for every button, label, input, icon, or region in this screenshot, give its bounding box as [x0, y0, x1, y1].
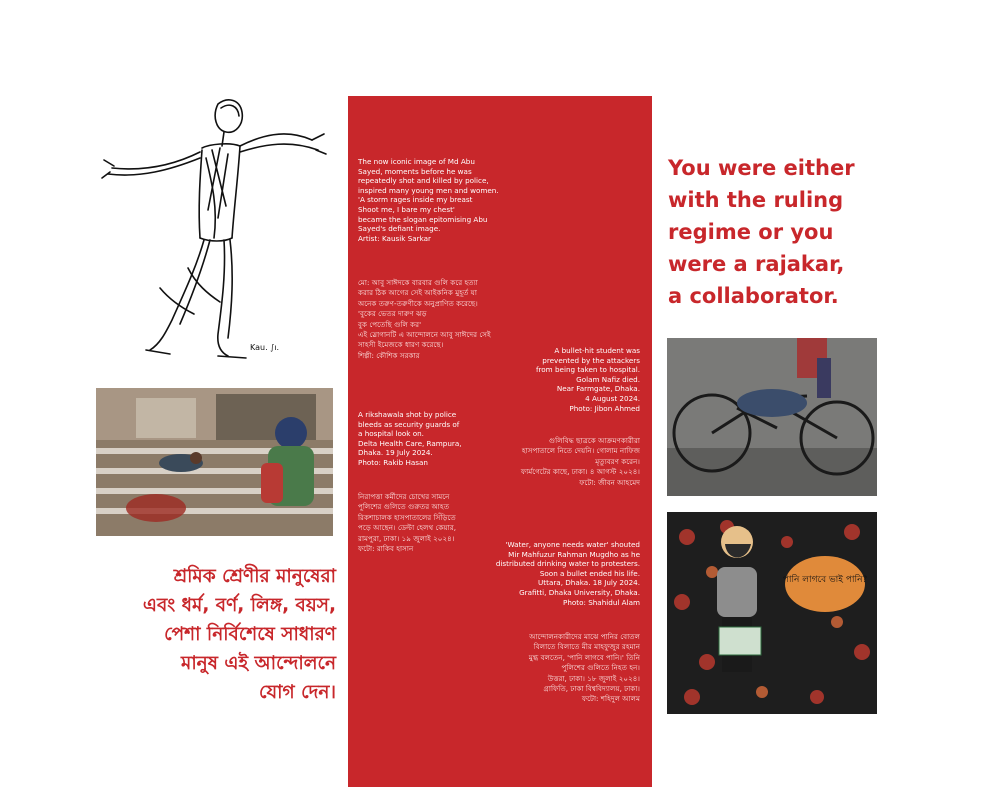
caption-rickshawala-english: A rikshawala shot by police bleeds as security guards of a hospital look on. Delta Health Care, Rampura, Dhaka. 19 July 2024. Photo: Rakib Hasan	[358, 410, 462, 467]
caption-student-bangla: গুলিবিদ্ধ ছাত্রকে আক্রমণকারীরা হাসপাতালে নিতে দেয়নি। গোলাম নাফিজ মৃত্যুবরণ করেন। ফার্মগেটের কাছে, ঢাকা। ৪ আগস্ট ২০২৪। ফটো: জীবন আহমেদ	[520, 436, 640, 487]
photo-injured-rickshawala	[96, 388, 333, 536]
bangla-quote: শ্রমিক শ্রেণীর মানুষেরা এবং ধর্ম, বর্ণ, লিঙ্গ, বয়স, পেশা নির্বিশেষে সাধারণ মানুষ এই আন্দোলনে যোগ দেন।	[142, 566, 336, 703]
photo-water-mural	[667, 512, 877, 714]
photo-bicycle-student	[667, 338, 877, 496]
caption-rickshawala-bangla: নিরাপত্তা কর্মীদের চোখের সামনে পুলিশের গুলিতে গুরুতর আহত রিকশাচালক হাসপাতালের সিঁড়িতে পড়ে আছেন। ডেল্টা হেলথ কেয়ার, রামপুরা, ঢাকা। ১৯ জুলাই ২০২৪। ফটো: রাকিব হাসান	[358, 492, 456, 554]
caption-abu-sayed-bangla: মো: আবু সাঈদকে বারবার গুলি করে হত্যা করার ঠিক আগের সেই আইকনিক মুহূর্ত যা অনেক তরুণ-তরুণীকে অনুপ্রাণিত করেছে। 'বুকের ভেতর দারুণ ঝড় বুক পেতেছি গুলি কর' এই স্লোগানটি এ আন্দোলনে আবু সাঈদের সেই সাহসী ইমেজকে ধারণ করেছে। শিল্পী: কৌশিক সরকার	[358, 278, 491, 360]
caption-water-english: 'Water, anyone needs water' shouted Mir Mahfuzur Rahman Mugdho as he distributed drinking water to protesters. Soon a bullet ended his life. Uttara, Dhaka. 18 July 2024. Grafitti, Dhaka University, Dhaka. Photo: Shahidul Alam	[495, 540, 640, 607]
headline: You were either with the ruling regime or you were a rajakar, a collaborator.	[668, 156, 855, 308]
mural-speech-bubble-text: পানি লাগবে ভাই পানি?	[782, 575, 868, 585]
abu-sayed-sketch	[100, 88, 330, 363]
caption-water-bangla: আন্দোলনকারীদের মাঝে পানির বোতল বিলাতে বিলাতে মীর মাহফুজুর রহমান মুগ্ধ বলতেন, 'পানি লাগবে পানি।' তিনি পুলিশের গুলিতে নিহত হন। উত্তরা, ঢাকা। ১৮ জুলাই ২০২৪। গ্রাফিতি, ঢাকা বিশ্ববিদ্যালয়, ঢাকা। ফটো: শহিদুল আলম	[528, 632, 640, 704]
caption-student-english: A bullet-hit student was prevented by the attackers from being taken to hospital. Golam Nafiz died. Near Farmgate, Dhaka. 4 August 2024. Photo: Jibon Ahmed	[535, 346, 640, 413]
caption-abu-sayed-english: The now iconic image of Md Abu Sayed, moments before he was repeatedly shot and killed by police, inspired many young men and women. 'A storm rages inside my breast Shoot me, I bare my chest' became the slogan epitomising Abu Sayed's defiant image. Artist: Kausik Sarkar	[358, 157, 499, 243]
svg-text:Kau. ∫ı.: Kau. ∫ı.	[250, 343, 280, 352]
